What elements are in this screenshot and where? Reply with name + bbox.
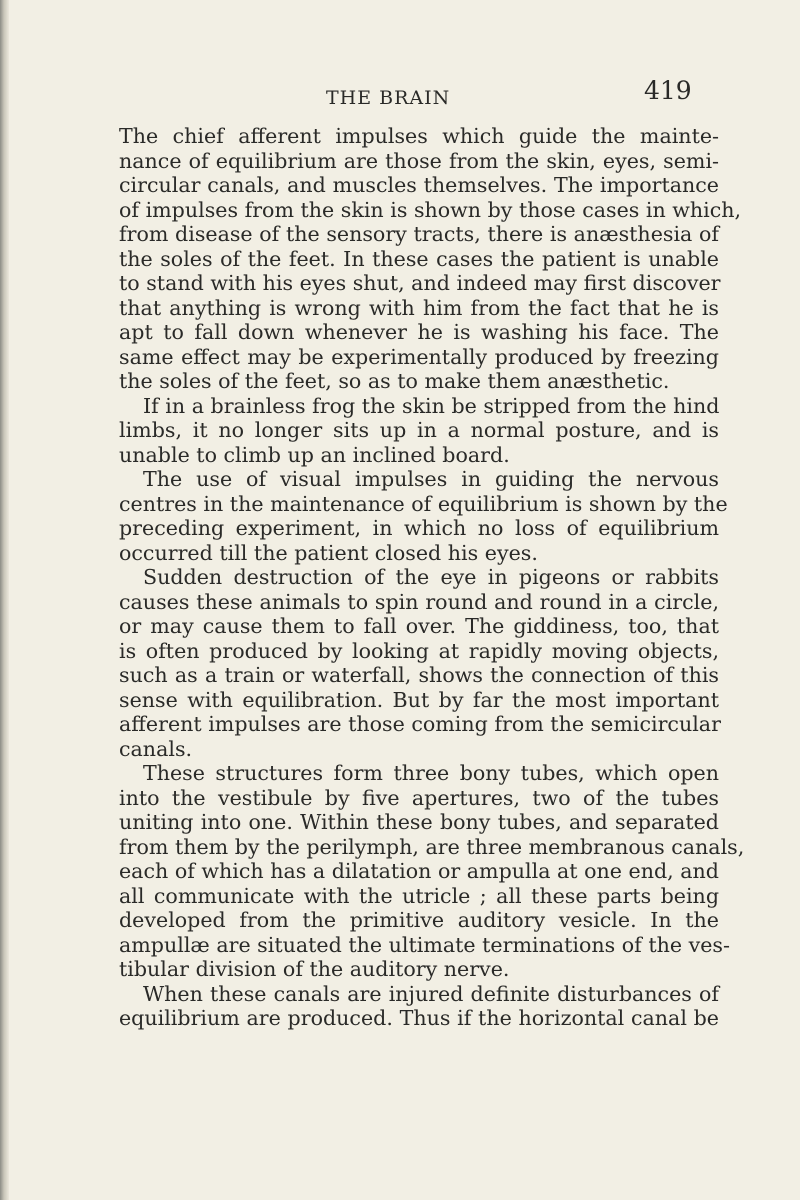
text-line: uniting into one. Within these bony tubes, and separated xyxy=(119,810,719,834)
text-line: the soles of the feet, so as to make them anæsthetic. xyxy=(119,369,670,393)
text-line: unable to climb up an inclined board. xyxy=(119,442,510,467)
text-line: If in a brainless frog the skin be stripped from the hind xyxy=(143,393,720,418)
body-text xyxy=(119,124,745,1031)
text-line: ampullæ are situated the ultimate terminations of the ves- xyxy=(119,932,730,957)
text-line: The chief afferent impulses which guide the mainte- xyxy=(119,124,719,148)
text-line: such as a train or waterfall, shows the connection of this xyxy=(119,663,719,687)
paragraph xyxy=(119,565,719,761)
text-line: Sudden destruction of the eye in pigeons or rabbits xyxy=(143,565,719,589)
text-line: equilibrium are produced. Thus if the horizontal canal be xyxy=(119,1006,719,1030)
paragraph xyxy=(119,124,742,394)
text-line: each of which has a dilatation or ampulla at one end, and xyxy=(119,859,719,883)
text-line: sense with equilibration. But by far the most important xyxy=(119,687,719,712)
running-title: THE BRAIN xyxy=(326,87,451,109)
text-line: centres in the maintenance of equilibrium is shown by the xyxy=(119,491,728,516)
page-number: 419 xyxy=(644,76,692,105)
text-line: These structures form three bony tubes, which open xyxy=(143,761,719,785)
text-line: afferent impulses are those coming from the semicircular xyxy=(119,712,721,736)
text-line: of impulses from the skin is shown by those cases in which, xyxy=(119,197,742,222)
text-line: from them by the perilymph, are three membranous canals, xyxy=(119,834,745,859)
text-line: same effect may be experimentally produced by freezing xyxy=(119,344,719,369)
text-line: or may cause them to fall over. The giddiness, too, that xyxy=(119,614,719,638)
text-line: the soles of the feet. In these cases the patient is unable xyxy=(119,246,719,271)
text-line: nance of equilibrium are those from the skin, eyes, semi- xyxy=(119,148,719,173)
paragraph xyxy=(119,467,728,565)
text-line: tibular division of the auditory nerve. xyxy=(119,957,510,981)
text-line: limbs, it no longer sits up in a normal posture, and is xyxy=(119,418,719,442)
text-line: occurred till the patient closed his eyes. xyxy=(119,540,538,565)
text-line: circular canals, and muscles themselves. The importance xyxy=(119,173,719,197)
text-line: causes these animals to spin round and round in a circle, xyxy=(119,589,719,614)
text-line: apt to fall down whenever he is washing his face. The xyxy=(119,320,719,344)
text-line: is often produced by looking at rapidly moving objects, xyxy=(119,638,719,663)
paragraph xyxy=(119,761,745,982)
text-line: all communicate with the utricle ; all these parts being xyxy=(119,883,719,908)
text-line: developed from the primitive auditory vesicle. In the xyxy=(119,908,719,932)
paragraph xyxy=(119,394,719,468)
text-line: When these canals are injured definite disturbances of xyxy=(143,981,719,1006)
paragraph xyxy=(119,982,719,1031)
text-line: canals. xyxy=(119,736,193,761)
text-line: into the vestibule by five apertures, two of the tubes xyxy=(119,785,719,810)
text-line: The use of visual impulses in guiding the nervous xyxy=(143,467,719,491)
text-line: to stand with his eyes shut, and indeed may first discover xyxy=(119,271,721,295)
text-line: preceding experiment, in which no loss of equilibrium xyxy=(119,516,719,540)
text-line: from disease of the sensory tracts, there is anæsthesia of xyxy=(119,222,719,246)
text-line: that anything is wrong with him from the fact that he is xyxy=(119,295,719,320)
